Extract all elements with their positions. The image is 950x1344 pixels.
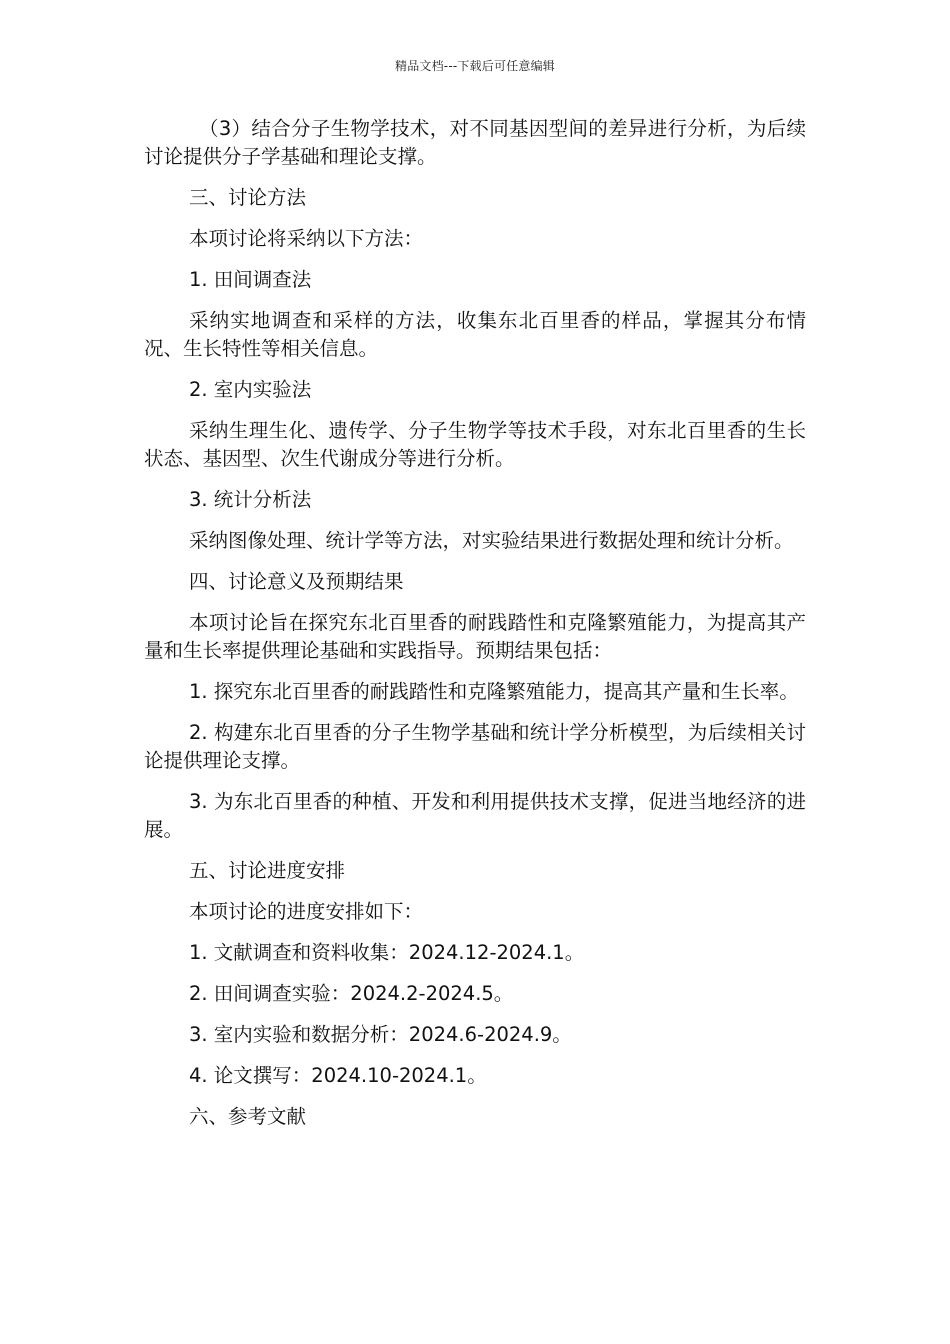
section-heading-methods: 三、讨论方法 bbox=[189, 186, 307, 209]
expected-result-item: 1. 探究东北百里香的耐践踏性和克隆繁殖能力，提高其产量和生长率。 bbox=[189, 680, 799, 703]
expected-result-item: 2. 构建东北百里香的分子生物学基础和统计学分析模型，为后续相关讨论提供理论支撑。 bbox=[144, 721, 806, 772]
section-heading-significance: 四、讨论意义及预期结果 bbox=[189, 570, 404, 593]
section-heading-references: 六、参考文献 bbox=[189, 1105, 307, 1128]
paragraph-statistics: 采纳图像处理、统计学等方法，对实验结果进行数据处理和统计分析。 bbox=[189, 529, 794, 552]
document-body bbox=[144, 115, 806, 1144]
section-heading-schedule: 五、讨论进度安排 bbox=[189, 859, 346, 882]
method-heading-lab-experiment: 2. 室内实验法 bbox=[189, 378, 312, 401]
paragraph-field-survey: 采纳实地调查和采样的方法，收集东北百里香的样品，掌握其分布情况、生长特性等相关信息。 bbox=[144, 309, 806, 360]
paragraph-lab-experiment: 采纳生理生化、遗传学、分子生物学等技术手段，对东北百里香的生长状态、基因型、次生代谢成分等进行分析。 bbox=[144, 419, 806, 470]
schedule-item: 4. 论文撰写：2024.10-2024.1。 bbox=[189, 1064, 487, 1087]
method-heading-statistics: 3. 统计分析法 bbox=[189, 488, 312, 511]
schedule-item: 2. 田间调查实验：2024.2-2024.5。 bbox=[189, 982, 514, 1005]
page-header: 精品文档---下载后可任意编辑 bbox=[395, 59, 555, 73]
paragraph-methods-intro: 本项讨论将采纳以下方法： bbox=[189, 227, 424, 250]
expected-result-item: 3. 为东北百里香的种植、开发和利用提供技术支撑，促进当地经济的进展。 bbox=[144, 790, 806, 841]
paragraph-schedule-intro: 本项讨论的进度安排如下： bbox=[189, 900, 424, 923]
paragraph-objective-3: （3）结合分子生物学技术，对不同基因型间的差异进行分析，为后续讨论提供分子学基础和理论支撑。 bbox=[144, 117, 806, 168]
schedule-item: 1. 文献调查和资料收集：2024.12-2024.1。 bbox=[189, 941, 585, 964]
method-heading-field-survey: 1. 田间调查法 bbox=[189, 268, 312, 291]
schedule-item: 3. 室内实验和数据分析：2024.6-2024.9。 bbox=[189, 1023, 572, 1046]
paragraph-significance: 本项讨论旨在探究东北百里香的耐践踏性和克隆繁殖能力，为提高其产量和生长率提供理论基础和实践指导。预期结果包括： bbox=[144, 611, 806, 662]
